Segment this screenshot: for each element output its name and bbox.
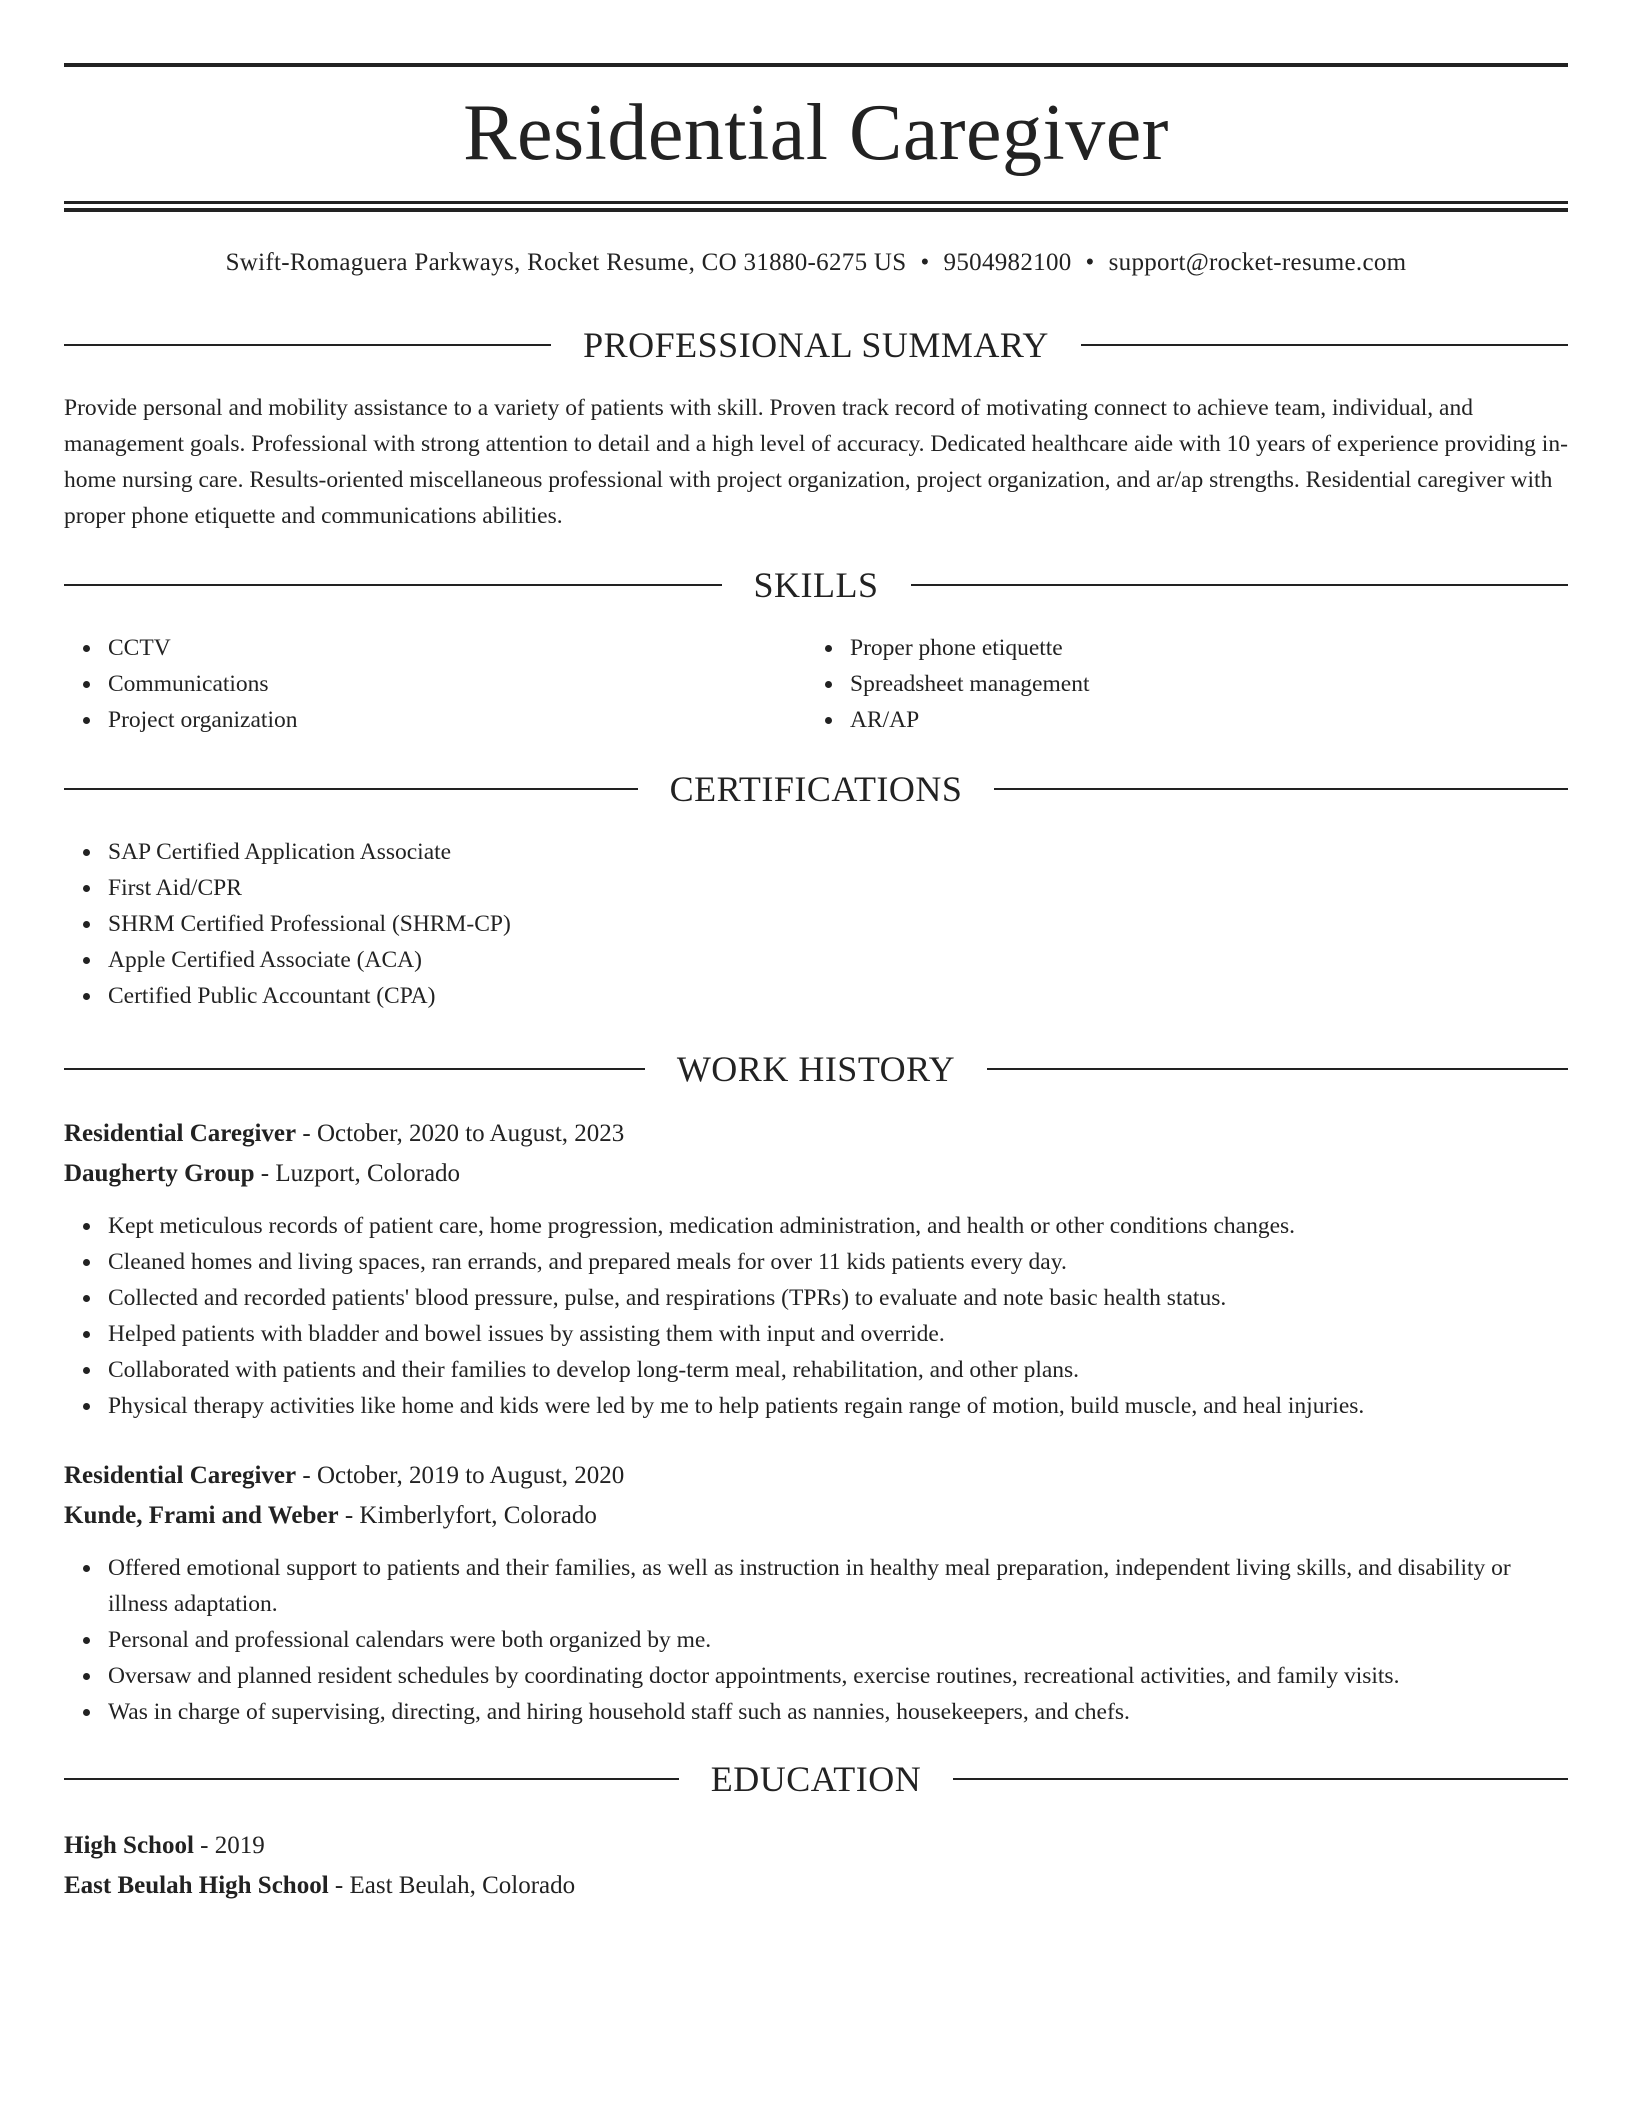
divider-line bbox=[987, 1068, 1568, 1070]
divider-line bbox=[64, 344, 551, 346]
divider-line bbox=[1081, 344, 1568, 346]
education-location: - East Beulah, Colorado bbox=[328, 1872, 576, 1899]
section-title: SKILLS bbox=[753, 565, 879, 605]
list-item: Proper phone etiquette bbox=[850, 630, 1548, 666]
section-title: PROFESSIONAL SUMMARY bbox=[583, 325, 1049, 365]
list-item: Helped patients with bladder and bowel issues by assisting them with input and override. bbox=[108, 1316, 1568, 1352]
address: Swift-Romaguera Parkways, Rocket Resume, CO 31880-6275 US bbox=[225, 249, 907, 276]
section-title: CERTIFICATIONS bbox=[669, 769, 963, 809]
summary-text: Provide personal and mobility assistance to a variety of patients with skill. Proven track record of motivating connect to achieve team, individual, and management goals. Professional with strong attention to detail and a high level of accuracy. Dedicated healthcare aide with 10 years of experience providing in-home nursing care. Results-oriented miscellaneous professional with project organization, project organization, and ar/ap strengths. Residential caregiver with proper phone etiquette and communications abilities. bbox=[64, 395, 1568, 529]
skills-column-left bbox=[64, 630, 806, 738]
list-item: CCTV bbox=[108, 630, 806, 666]
job-dates: - October, 2019 to August, 2020 bbox=[296, 1462, 625, 1489]
list-item: Collaborated with patients and their families to develop long-term meal, rehabilitation, and other plans. bbox=[108, 1352, 1568, 1388]
list-item: Apple Certified Associate (ACA) bbox=[108, 942, 1568, 978]
job-entry bbox=[64, 1114, 1568, 1424]
separator: • bbox=[920, 249, 930, 276]
section-header-summary bbox=[64, 324, 1568, 366]
job-company: Daugherty Group bbox=[64, 1160, 255, 1187]
section-header-skills bbox=[64, 564, 1568, 606]
list-item: Communications bbox=[108, 666, 806, 702]
job-title-line bbox=[64, 1456, 1568, 1496]
list-item: Was in charge of supervising, directing, and hiring household staff such as nannies, housekeepers, and chefs. bbox=[108, 1694, 1568, 1730]
job-company-line bbox=[64, 1154, 1568, 1194]
divider-line bbox=[953, 1778, 1568, 1780]
list-item: Offered emotional support to patients and their families, as well as instruction in healthy meal preparation, independent living skills, and disability or illness adaptation. bbox=[108, 1550, 1568, 1622]
divider-line bbox=[64, 1778, 679, 1780]
certifications-list bbox=[64, 834, 1568, 1014]
education-school-line bbox=[64, 1866, 1568, 1906]
job-company-line bbox=[64, 1496, 1568, 1536]
divider-line bbox=[64, 1068, 645, 1070]
list-item: Certified Public Accountant (CPA) bbox=[108, 978, 1568, 1014]
job-entry bbox=[64, 1456, 1568, 1730]
list-item: Project organization bbox=[108, 702, 806, 738]
list-item: Personal and professional calendars were both organized by me. bbox=[108, 1622, 1568, 1658]
resume-name: Residential Caregiver bbox=[463, 89, 1169, 177]
job-bullets bbox=[64, 1208, 1568, 1424]
skills-list bbox=[64, 630, 1568, 738]
section-title: EDUCATION bbox=[710, 1759, 922, 1799]
list-item: Collected and recorded patients' blood pressure, pulse, and respirations (TPRs) to evaluate and note basic health status. bbox=[108, 1280, 1568, 1316]
job-dates: - October, 2020 to August, 2023 bbox=[296, 1120, 625, 1147]
list-item: SAP Certified Application Associate bbox=[108, 834, 1568, 870]
job-role: Residential Caregiver bbox=[64, 1462, 297, 1489]
double-rule bbox=[64, 201, 1568, 212]
divider-line bbox=[994, 788, 1568, 790]
job-role: Residential Caregiver bbox=[64, 1120, 297, 1147]
list-item: Oversaw and planned resident schedules by coordinating doctor appointments, exercise routines, recreational activities, and family visits. bbox=[108, 1658, 1568, 1694]
education-entry bbox=[64, 1826, 1568, 1906]
section-header-education bbox=[64, 1758, 1568, 1800]
divider-line bbox=[911, 584, 1569, 586]
divider-line bbox=[64, 788, 638, 790]
contact-line bbox=[64, 246, 1568, 280]
section-header-work-history bbox=[64, 1048, 1568, 1090]
separator: • bbox=[1085, 249, 1095, 276]
skills-column-right bbox=[806, 630, 1548, 738]
job-bullets bbox=[64, 1550, 1568, 1730]
education-school: East Beulah High School bbox=[64, 1872, 329, 1899]
list-item: First Aid/CPR bbox=[108, 870, 1568, 906]
education-degree: High School bbox=[64, 1832, 194, 1859]
list-item: AR/AP bbox=[850, 702, 1548, 738]
resume-page bbox=[64, 0, 1568, 1906]
list-item: Physical therapy activities like home and kids were led by me to help patients regain range of motion, build muscle, and heal injuries. bbox=[108, 1388, 1568, 1424]
job-company: Kunde, Frami and Weber bbox=[64, 1502, 339, 1529]
list-item: SHRM Certified Professional (SHRM-CP) bbox=[108, 906, 1568, 942]
list-item: Cleaned homes and living spaces, ran errands, and prepared meals for over 11 kids patients every day. bbox=[108, 1244, 1568, 1280]
section-title: WORK HISTORY bbox=[676, 1049, 956, 1089]
education-year: - 2019 bbox=[193, 1832, 265, 1859]
job-location: - Luzport, Colorado bbox=[254, 1160, 461, 1187]
job-title-line bbox=[64, 1114, 1568, 1154]
job-location: - Kimberlyfort, Colorado bbox=[338, 1502, 597, 1529]
list-item: Kept meticulous records of patient care, home progression, medication administration, and health or other conditions changes. bbox=[108, 1208, 1568, 1244]
education-degree-line bbox=[64, 1826, 1568, 1866]
phone: 9504982100 bbox=[943, 249, 1072, 276]
email: support@rocket-resume.com bbox=[1108, 249, 1407, 276]
divider-line bbox=[64, 584, 722, 586]
list-item: Spreadsheet management bbox=[850, 666, 1548, 702]
section-header-certifications bbox=[64, 768, 1568, 810]
